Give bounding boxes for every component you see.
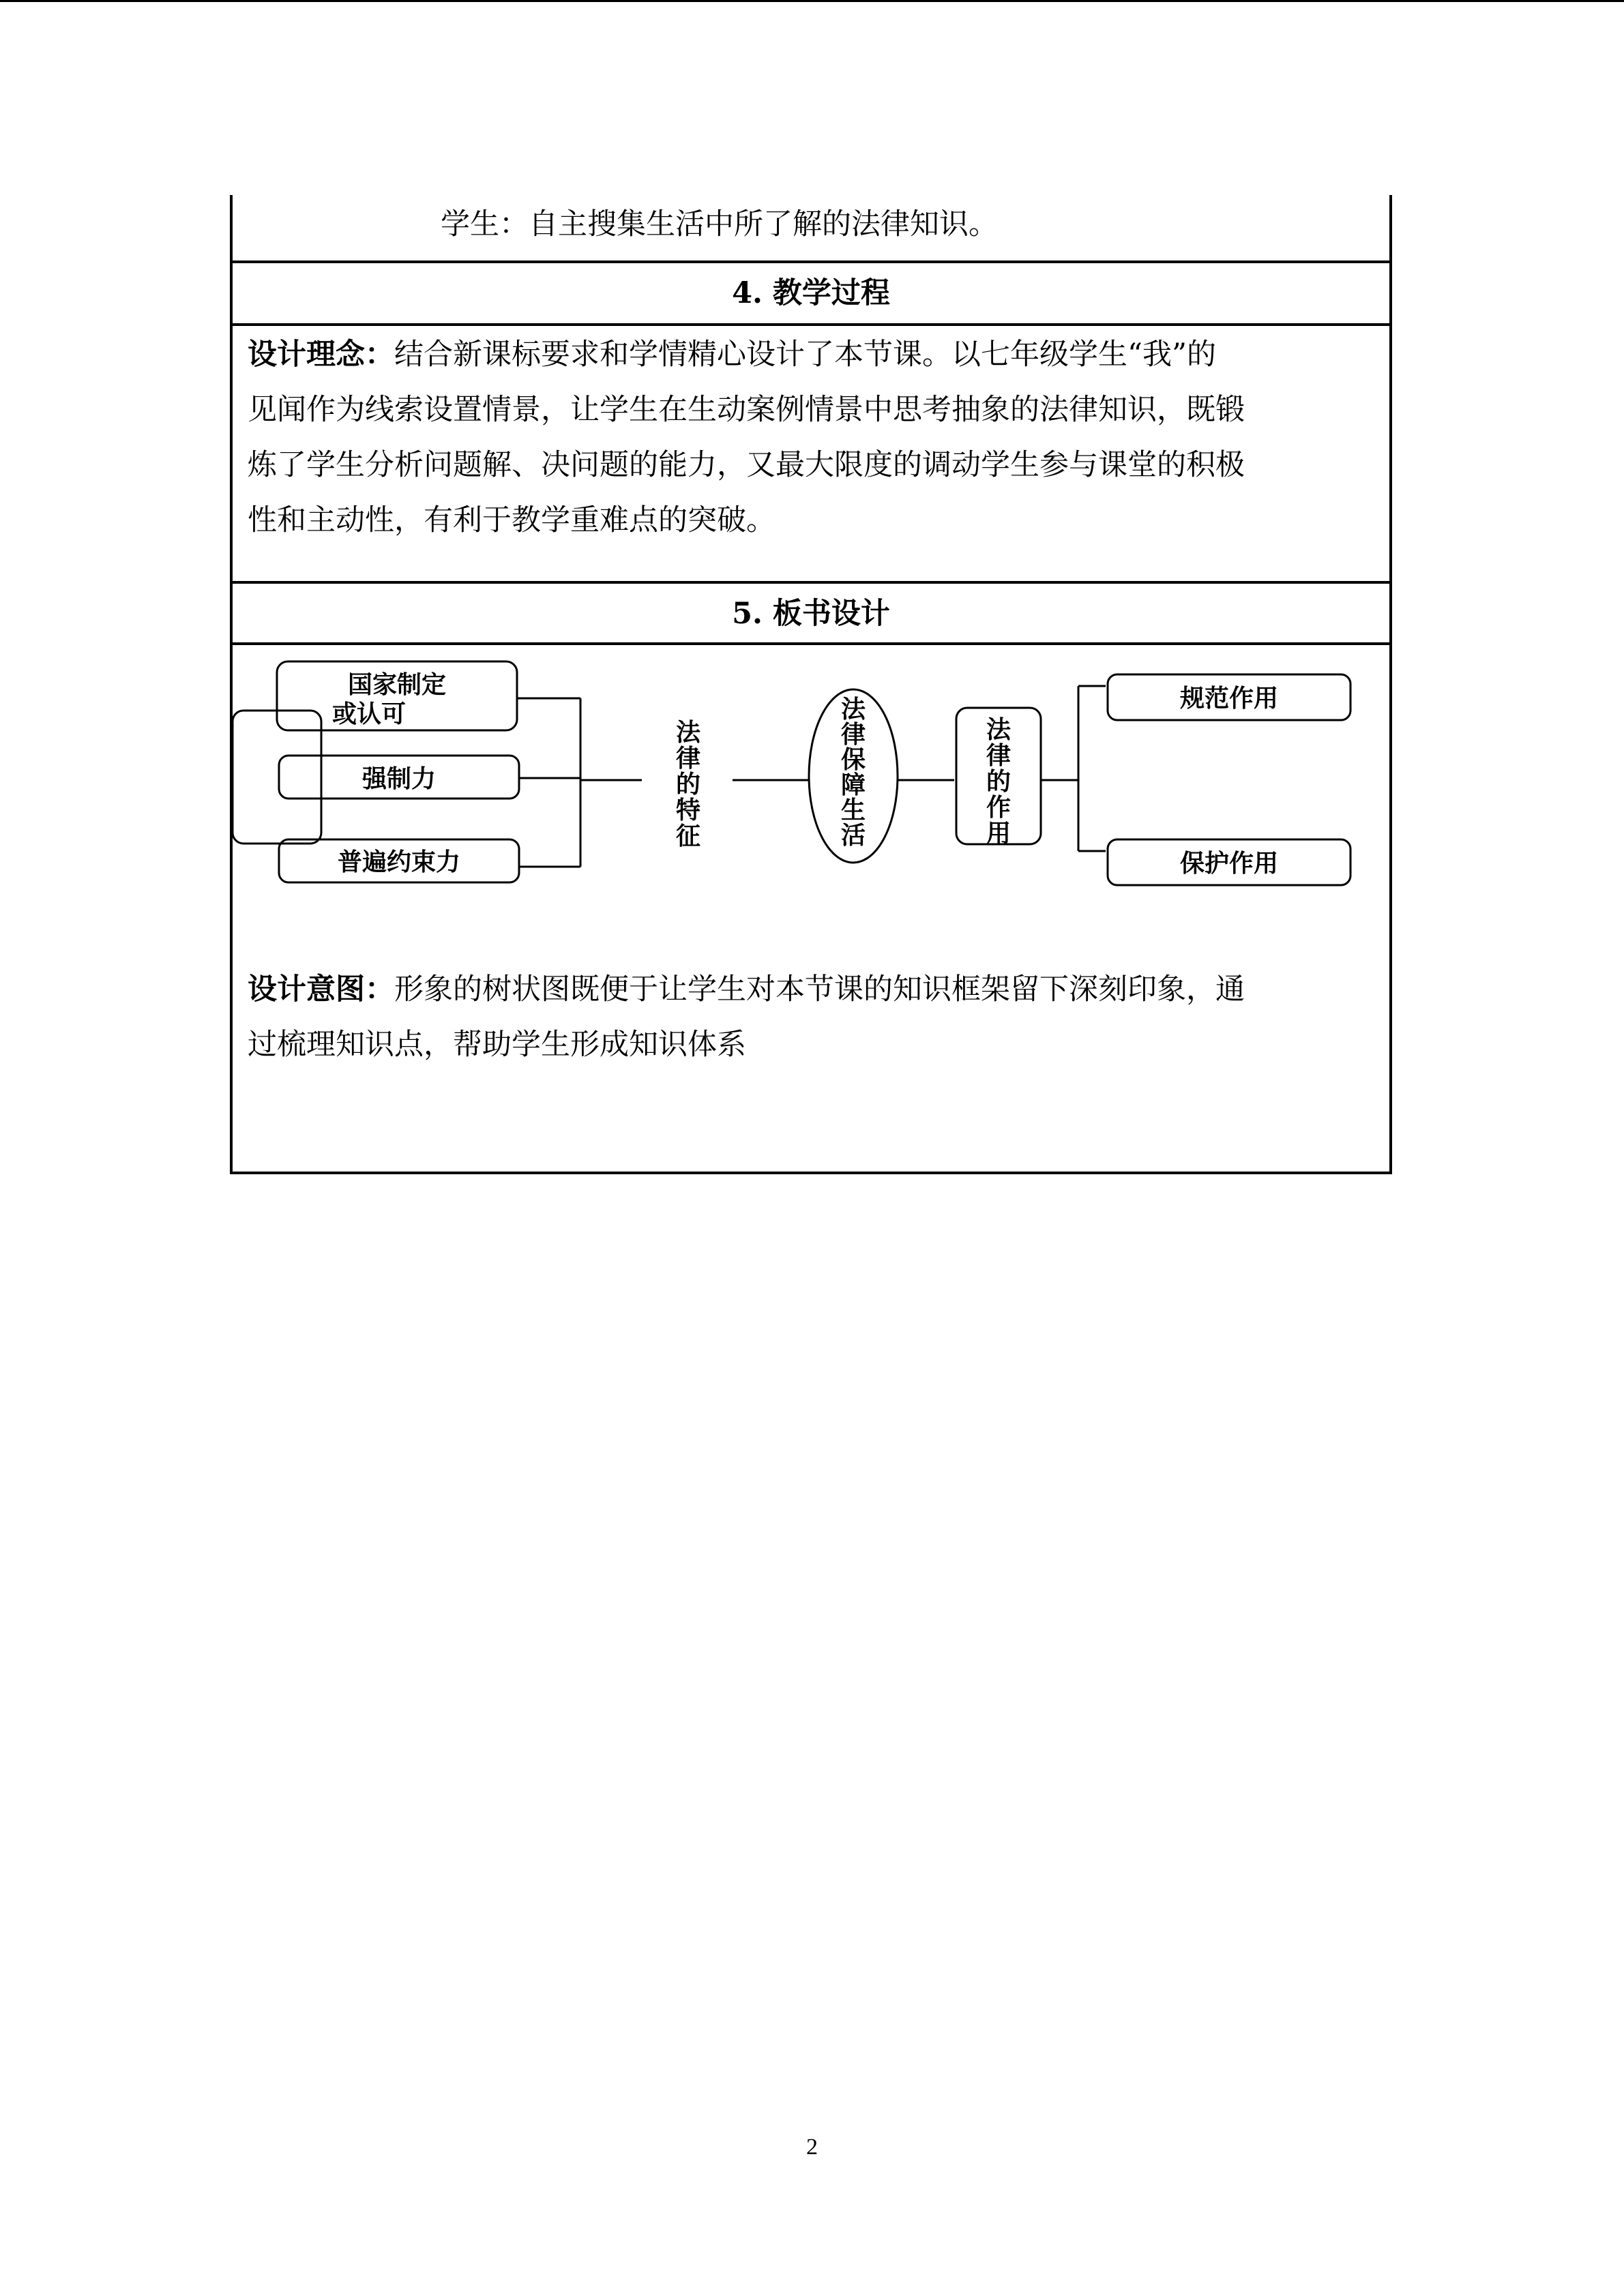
node-label: 普遍约束力 (337, 848, 461, 876)
role-char: 的 (986, 768, 1012, 796)
node-label: 或认可 (331, 700, 407, 728)
paragraph-line: 性和主动性，有利于教学重难点的突破。 (248, 503, 776, 537)
students-preparation-text: 学生：自主搜集生活中所了解的法律知识。 (441, 207, 998, 241)
page-number: 2 (806, 2134, 818, 2160)
oval-char: 律 (840, 721, 866, 749)
connector-left (517, 698, 642, 867)
design-intent-label: 设计意图： (248, 972, 394, 1007)
design-concept-label: 设计理念： (248, 338, 394, 372)
oval-char: 保 (840, 746, 866, 774)
feature-char: 律 (675, 745, 701, 773)
node-label: 规范作用 (1179, 685, 1279, 713)
section5-paragraph (248, 962, 1380, 1073)
node-label: 强制力 (361, 765, 437, 793)
connector-right (1041, 686, 1106, 851)
feature-char: 法 (675, 719, 701, 747)
paragraph-line: 形象的树状图既便于让学生对本节课的知识框架留下深刻印象，通 (394, 972, 1245, 1007)
role-char: 用 (986, 820, 1012, 848)
oval-char: 活 (840, 822, 866, 850)
page-top-border (0, 0, 1624, 2)
oval-char: 障 (840, 771, 866, 799)
paragraph-line: 炼了学生分析问题解、决问题的能力，又最大限度的调动学生参与课堂的积极 (248, 448, 1245, 482)
feature-char: 特 (675, 796, 701, 824)
role-char: 法 (986, 716, 1012, 744)
node-label: 保护作用 (1179, 850, 1279, 878)
oval-char: 生 (840, 796, 866, 824)
role-char: 作 (986, 794, 1012, 822)
section5-heading: 5. 板书设计 (732, 597, 890, 631)
paragraph-line: 过梳理知识点，帮助学生形成知识体系 (248, 1028, 746, 1062)
feature-char: 征 (675, 822, 701, 850)
node-label: 国家制定 (347, 671, 447, 699)
oval-char: 法 (840, 696, 866, 724)
paragraph-line: 见闻作为线索设置情景，让学生在生动案例情景中思考抽象的法律知识，既锻 (248, 393, 1245, 427)
section4-heading: 4. 教学过程 (732, 276, 890, 310)
role-char: 律 (986, 742, 1012, 770)
lesson-plan-table (230, 195, 1392, 1174)
feature-char: 的 (675, 771, 701, 799)
paragraph-line: 结合新课标要求和学情精心设计了本节课。以七年级学生“我”的 (394, 338, 1216, 372)
